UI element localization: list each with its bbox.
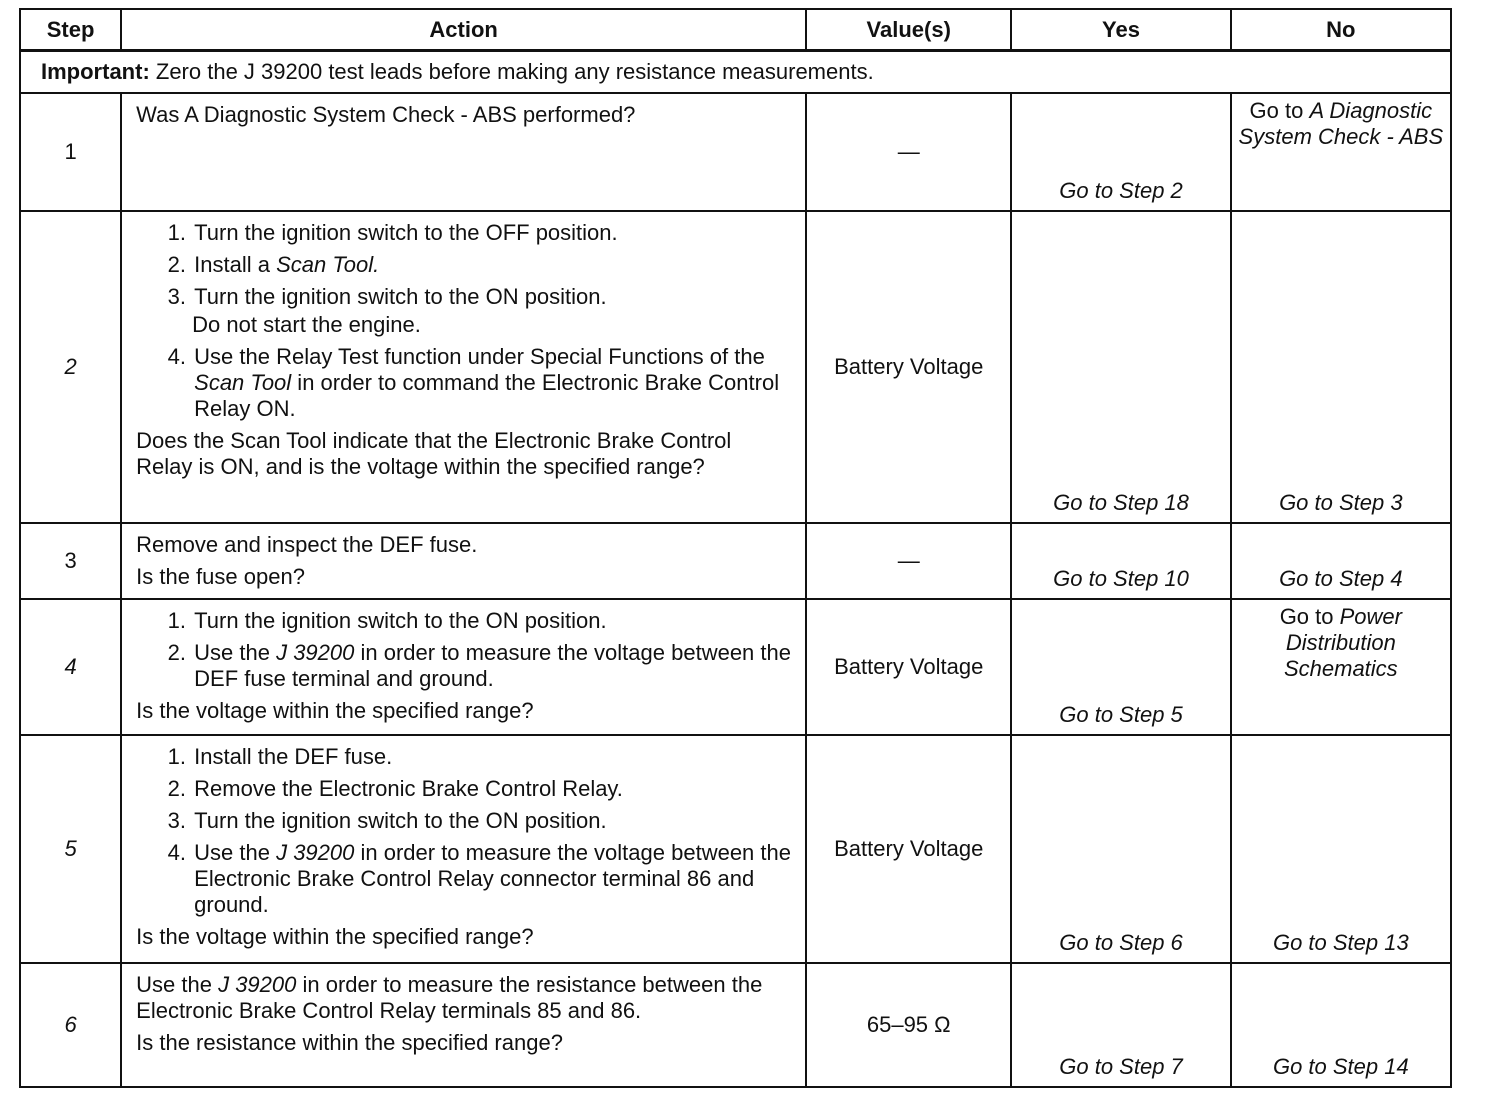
no-prefix: Go to — [1279, 604, 1340, 629]
list-item: 1. Turn the ignition switch to the ON position. — [192, 608, 791, 634]
table-row — [20, 93, 1451, 211]
value-cell: Battery Voltage — [806, 599, 1011, 735]
header-no: No — [1231, 9, 1451, 51]
yes-link[interactable]: Go to Step 7 — [1011, 963, 1230, 1087]
action-steps-cont — [136, 344, 791, 422]
table-row — [20, 735, 1451, 963]
no-link-target[interactable]: Power Distribution Schematics — [1283, 604, 1402, 681]
no-link[interactable]: Go to Step 14 — [1231, 963, 1451, 1087]
list-item: 4. Use the J 39200 in order to measure the voltage between the Electronic Brake Control Relay connector terminal 86 and ground. — [192, 840, 791, 918]
no-link[interactable]: Go to Step 13 — [1231, 735, 1451, 963]
step-number: 5 — [20, 735, 121, 963]
no-link[interactable] — [1231, 93, 1451, 211]
action-question: Is the resistance within the specified range? — [136, 1030, 563, 1055]
action-note: Do not start the engine. — [192, 312, 421, 337]
important-text: Zero the J 39200 test leads before making any resistance measurements. — [149, 59, 874, 84]
step-number: 4 — [20, 599, 121, 735]
action-cell — [121, 93, 806, 211]
yes-link[interactable]: Go to Step 5 — [1011, 599, 1230, 735]
action-question: Is the voltage within the specified range? — [136, 924, 534, 949]
list-item: 2. Install a Scan Tool. — [192, 252, 791, 278]
list-item: 1. Install the DEF fuse. — [192, 744, 791, 770]
no-link[interactable] — [1231, 599, 1451, 735]
no-link[interactable]: Go to Step 4 — [1231, 523, 1451, 599]
action-question: Does the Scan Tool indicate that the Electronic Brake Control Relay is ON, and is the voltage within the specified range? — [136, 428, 732, 479]
action-question: Was A Diagnostic System Check - ABS performed? — [136, 102, 636, 127]
action-question: Is the voltage within the specified range? — [136, 698, 534, 723]
action-question: Is the fuse open? — [136, 564, 305, 589]
table-row — [20, 963, 1451, 1087]
value-cell: Battery Voltage — [806, 735, 1011, 963]
no-link-target[interactable]: A Diagnostic System Check - ABS — [1238, 98, 1444, 149]
action-cell — [121, 523, 806, 599]
header-value: Value(s) — [806, 9, 1011, 51]
table-row — [20, 599, 1451, 735]
list-item: 2. Use the J 39200 in order to measure the voltage between the DEF fuse terminal and ground. — [192, 640, 791, 692]
yes-link[interactable]: Go to Step 2 — [1011, 93, 1230, 211]
action-cell — [121, 963, 806, 1087]
action-steps — [136, 744, 791, 918]
header-row — [20, 9, 1451, 51]
header-action: Action — [121, 9, 806, 51]
no-prefix: Go to — [1249, 98, 1310, 123]
value-cell: — — [806, 523, 1011, 599]
yes-link[interactable]: Go to Step 18 — [1011, 211, 1230, 523]
yes-link[interactable]: Go to Step 6 — [1011, 735, 1230, 963]
header-step: Step — [20, 9, 121, 51]
action-cell — [121, 735, 806, 963]
value-cell: 65–95 Ω — [806, 963, 1011, 1087]
header-yes: Yes — [1011, 9, 1230, 51]
action-text: Remove and inspect the DEF fuse. — [136, 532, 478, 557]
list-item: 2. Remove the Electronic Brake Control Relay. — [192, 776, 791, 802]
step-number: 3 — [20, 523, 121, 599]
important-note — [20, 51, 1451, 94]
action-text: Use the J 39200 in order to measure the resistance between the Electronic Brake Control Relay terminals 85 and 86. — [136, 972, 763, 1023]
action-cell — [121, 599, 806, 735]
action-cell — [121, 211, 806, 523]
step-number: 6 — [20, 963, 121, 1087]
list-item: 3. Turn the ignition switch to the ON position. — [192, 808, 791, 834]
important-label: Important: — [41, 59, 150, 84]
table-row — [20, 211, 1451, 523]
value-cell: Battery Voltage — [806, 211, 1011, 523]
list-item: 4. Use the Relay Test function under Special Functions of the Scan Tool in order to command the Electronic Brake Control Relay ON. — [192, 344, 791, 422]
important-row — [20, 51, 1451, 94]
list-item: 3. Turn the ignition switch to the ON position. — [192, 284, 791, 310]
yes-link[interactable]: Go to Step 10 — [1011, 523, 1230, 599]
action-steps — [136, 220, 791, 310]
table-row — [20, 523, 1451, 599]
action-steps — [136, 608, 791, 692]
step-number: 2 — [20, 211, 121, 523]
step-number: 1 — [20, 93, 121, 211]
no-link[interactable]: Go to Step 3 — [1231, 211, 1451, 523]
list-item: 1. Turn the ignition switch to the OFF position. — [192, 220, 791, 246]
diagnostic-table — [19, 8, 1452, 1088]
value-cell: — — [806, 93, 1011, 211]
